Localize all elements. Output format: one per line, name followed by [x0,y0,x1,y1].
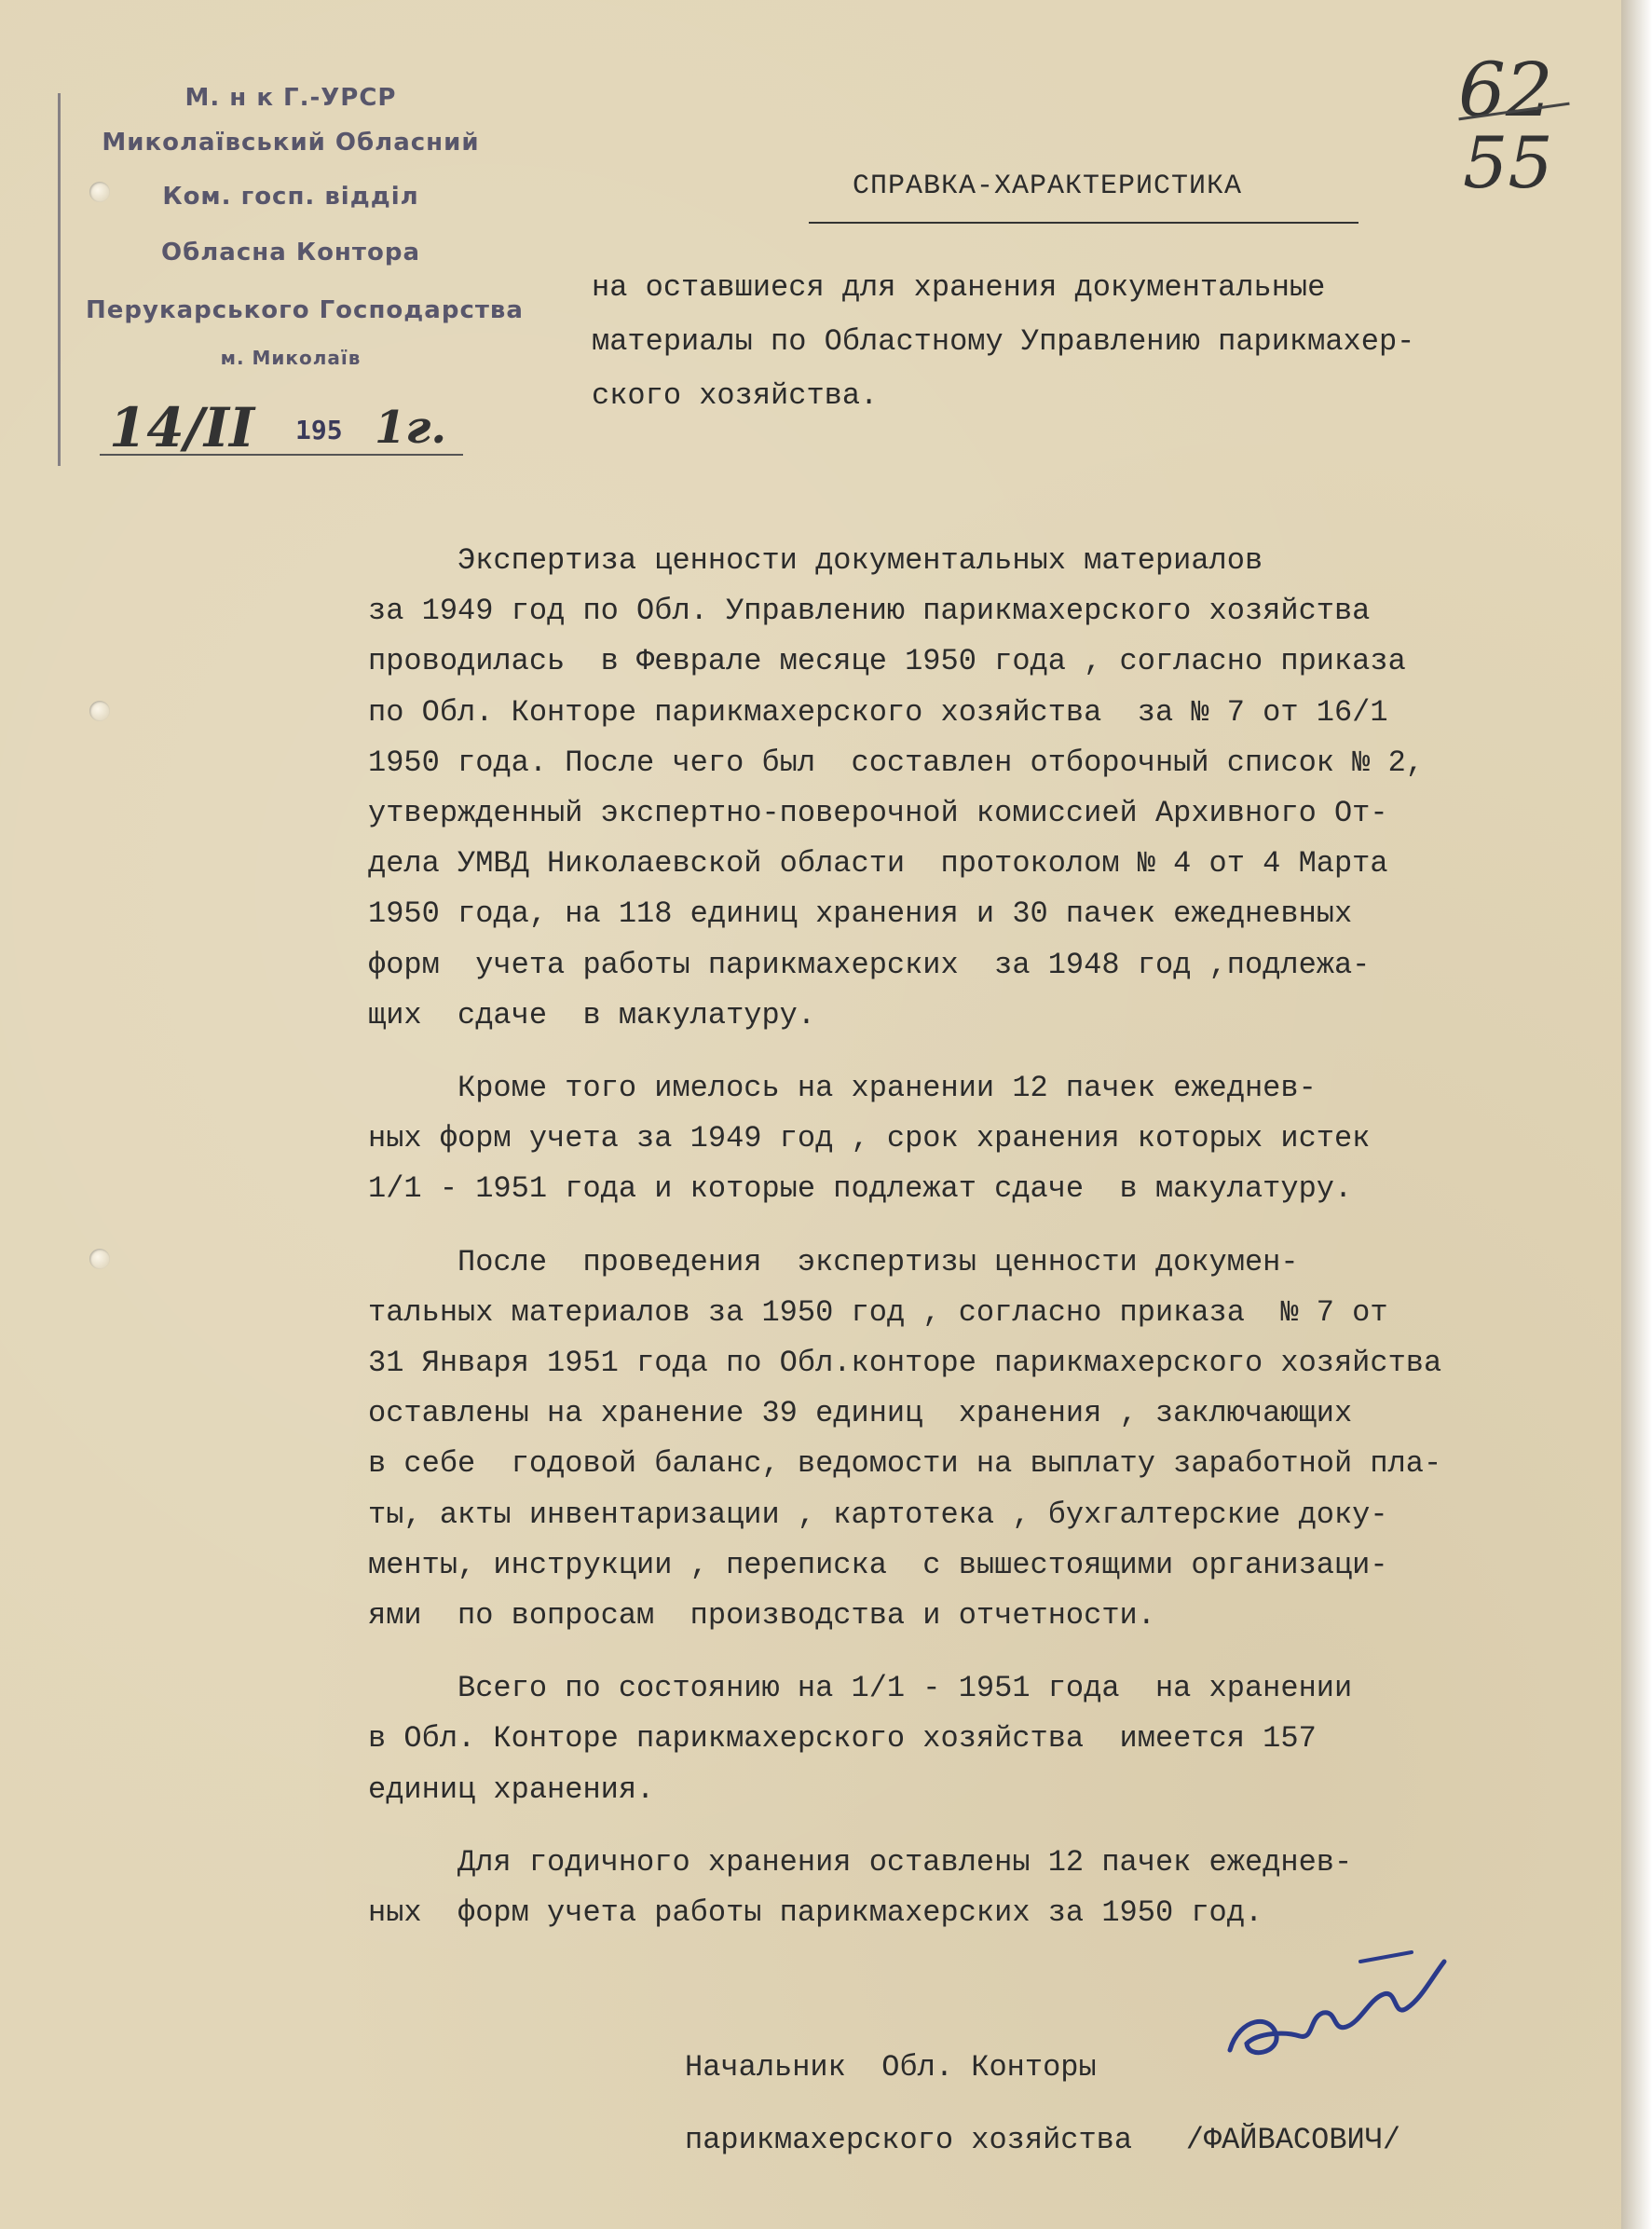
paragraph-4: Всего по состоянию на 1/1 - 1951 года на хранении в Обл. Конторе парикмахерского хозяйства имеется 157 единиц хранения. [368,1671,1353,1807]
stamp-date-handwritten: 14/II [109,396,255,459]
stamp-date-underline [100,454,463,456]
signature-block [685,2031,1598,2218]
archive-page-numbers [1440,47,1589,224]
stamp-date-year-handwritten: 1г. [375,402,447,454]
stamp-border [58,93,72,466]
signatory-name: /ФАЙВАСОВИЧ/ [1185,2123,1401,2157]
scan-edge [1621,0,1652,2229]
signatory-position-line2 [685,2104,1598,2177]
stamp-line-1: М. н к Г.-УРСР [184,84,397,112]
paragraph-1: Экспертиза ценности документальных материалов за 1949 год по Обл. Управлению парикмахерского хозяйства проводилась в Феврале месяце 1950 года , согласно приказа по Обл. Конторе парикмахерского хозяйства за № 7 от 16/1 1950 года. После чего был составлен отборочный список № 2, утвержденный экспертно-поверочной комиссией Архивного От- дела УМВД Николаевской области протоколом № 4 от 4 Марта 1950 года, на 118 единиц хранения и 30 пачек ежедневных форм учета работы парикмахерских за 1948 год ,подлежа- щих сдаче в макулатуру. [368,543,1424,1032]
stamp-line-2: Миколаївський Обласний [102,129,480,157]
paragraph-3: После проведения экспертизы ценности докумен- тальных материалов за 1950 год , согласно приказа № 7 от 31 Января 1951 года по Обл.конторе парикмахерского хозяйства оставлены на хранение 39 единиц хранения , заключающих в себе годовой баланс, ведомости на выплату заработной пла- ты, акты инвентаризации , картотека , бухгалтерские доку- менты, инструкции , переписка с вышестоящими организаци- ями по вопросам производства и отчетности. [368,1244,1442,1634]
office-stamp [58,75,524,475]
signatory-position-line1: Начальник Обл. Конторы [685,2050,1097,2085]
stamp-line-6: м. Миколаїв [220,347,362,369]
stamp-line-5: Перукарського Господарства [86,296,524,324]
page-number-crossed: 62 [1458,47,1553,133]
paragraph-2: Кроме того имелось на хранении 12 пачек ежеднев- ных форм учета за 1949 год , срок хранения которых истек 1/1 - 1951 года и которые подлежат сдаче в макулатуру. [368,1071,1371,1207]
stamp-date [100,396,472,461]
document-subtitle: на оставшиеся для хранения документальные материалы по Областному Управлению парикмахер- ского хозяйства. [592,270,1415,413]
punch-hole-middle [89,701,110,721]
stamp-date-year: 195 [295,415,343,445]
signatory-position-line2-text: парикмахерского хозяйства [685,2123,1133,2157]
page-number-current: 55 [1463,121,1553,204]
document-body [368,536,1617,1938]
stamp-line-4: Обласна Контора [161,239,420,267]
title-underline [809,222,1358,224]
paragraph-5: Для годичного хранения оставлены 12 пачек ежеднев- ных форм учета работы парикмахерских за 1950 год. [368,1844,1353,1931]
punch-hole-lower [89,1249,110,1269]
stamp-line-3: Ком. госп. відділ [162,183,419,211]
document-title: СПРАВКА-ХАРАКТЕРИСТИКА [853,171,1243,202]
